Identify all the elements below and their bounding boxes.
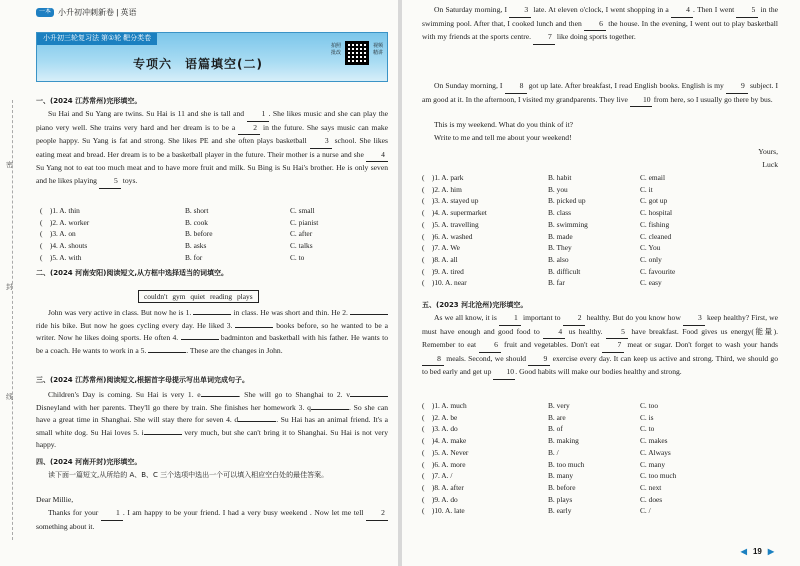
option-row bbox=[422, 482, 730, 494]
question-option-a[interactable]: ( )3. A. stayed up bbox=[422, 196, 479, 206]
numbered-blank: 6 bbox=[584, 18, 606, 32]
option-c[interactable]: C. talks bbox=[290, 241, 313, 251]
answer-blank[interactable] bbox=[193, 314, 231, 315]
numbered-blank: 8 bbox=[422, 353, 444, 367]
section2-passage bbox=[36, 307, 388, 357]
option-row bbox=[422, 470, 730, 482]
question-option-a[interactable]: ( )4. A. shouts bbox=[40, 241, 88, 251]
option-row bbox=[422, 254, 730, 266]
text-segment: subject. I am good at it. In the afternoon, I visited my grandparents. They live bbox=[422, 81, 778, 104]
text-segment: As we all know, it is bbox=[434, 313, 499, 322]
text-segment: keep healthy? First, we must have enough and good food to bbox=[422, 313, 778, 336]
qr-code-icon[interactable] bbox=[345, 41, 369, 65]
answer-blank[interactable] bbox=[235, 327, 273, 328]
section5-passage bbox=[422, 312, 778, 380]
option-c[interactable]: C. many bbox=[640, 459, 666, 469]
option-c[interactable]: C. cleaned bbox=[640, 231, 672, 241]
answer-blank[interactable] bbox=[350, 396, 388, 397]
text-segment: school. She likes eating meat and bread. Her dream is to be a basketball player in the future. Their mother is a nurse and she bbox=[36, 136, 388, 159]
option-b[interactable]: B. picked up bbox=[548, 196, 586, 206]
option-row bbox=[422, 447, 730, 459]
question-option-a[interactable]: ( )10. A. late bbox=[422, 506, 465, 516]
question-option-a[interactable]: ( )1. A. park bbox=[422, 173, 464, 182]
option-b[interactable]: B. very bbox=[548, 401, 570, 410]
text-segment: . Su Hai has an animal friend. It's a small white dog. Su Hai loves 5. i bbox=[36, 415, 388, 437]
text-segment: fruit and vegetables. Don't eat bbox=[501, 340, 603, 350]
option-c[interactable]: C. only bbox=[640, 254, 662, 264]
option-b[interactable]: B. They bbox=[548, 243, 572, 253]
numbered-blank: 4 bbox=[366, 149, 388, 163]
text-segment: Su Yang not to eat too much meat and to have more fruit and milk. Su Bing is Su Hai's brother. He is only seven and he likes playing bbox=[36, 163, 388, 185]
option-c[interactable]: C. easy bbox=[640, 278, 662, 288]
question-option-a[interactable]: ( )4. A. supermarket bbox=[422, 208, 487, 218]
answer-blank[interactable] bbox=[238, 421, 276, 422]
letter-signature: Luck bbox=[762, 160, 778, 169]
text-segment: . She likes music and she can play the piano very well. She trains very hard and her dream is to be a bbox=[36, 109, 388, 132]
text-segment: us healthy. bbox=[565, 326, 606, 336]
question-option-a[interactable]: ( )10. A. near bbox=[422, 278, 467, 288]
option-row bbox=[40, 252, 370, 264]
option-row bbox=[422, 494, 730, 506]
question-option-a[interactable]: ( )5. A. with bbox=[40, 252, 82, 262]
option-row bbox=[422, 184, 730, 196]
option-c[interactable]: C. You bbox=[640, 243, 661, 253]
section3-heading: 三、(2024 江苏常州)阅读短文,根据首字母提示写出单词完成句子。 bbox=[36, 376, 249, 384]
question-option-a[interactable]: ( )9. A. do bbox=[422, 494, 458, 504]
numbered-blank: 9 bbox=[726, 80, 748, 94]
option-c[interactable]: C. got up bbox=[640, 196, 668, 206]
text-segment: meals. Second, we should bbox=[444, 353, 529, 363]
option-c[interactable]: C. hospital bbox=[640, 208, 673, 218]
option-row bbox=[422, 412, 730, 424]
numbered-blank: 3 bbox=[509, 4, 531, 18]
option-b[interactable]: B. before bbox=[185, 229, 213, 239]
numbered-blank: 5 bbox=[99, 175, 121, 189]
option-b[interactable]: B. class bbox=[548, 208, 571, 218]
option-c[interactable]: C. pianist bbox=[290, 217, 319, 227]
text-segment: important to bbox=[520, 313, 563, 322]
page-title: 专项六 语篇填空(二) bbox=[133, 57, 263, 71]
option-c[interactable]: C. too bbox=[640, 401, 659, 410]
answer-blank[interactable] bbox=[350, 314, 388, 315]
option-row bbox=[422, 195, 730, 207]
numbered-blank: 5 bbox=[606, 326, 628, 340]
option-b[interactable]: B. cook bbox=[185, 217, 208, 227]
text-segment: exercise every day. It can keep us active and strong. Third, we should go to bed early and get up bbox=[422, 353, 778, 377]
answer-blank[interactable] bbox=[201, 396, 239, 397]
text-segment: . She will go to Shanghai to 2. v bbox=[238, 390, 351, 399]
option-c[interactable]: C. to bbox=[290, 252, 305, 262]
banner-subtitle: 小升初三轮复习法 第①轮 靶分类卷 bbox=[37, 33, 157, 45]
option-b[interactable]: B. swimming bbox=[548, 219, 588, 229]
option-b[interactable]: B. difficult bbox=[548, 266, 581, 276]
numbered-blank: 2 bbox=[563, 312, 585, 326]
side-mark: 封 bbox=[6, 283, 13, 291]
option-b[interactable]: B. for bbox=[185, 252, 203, 262]
text-segment: ride his bike. But now he goes cycling every day. He liked 3. bbox=[36, 320, 236, 330]
right-page bbox=[402, 0, 800, 566]
numbered-blank: 3 bbox=[683, 312, 705, 326]
option-row bbox=[422, 242, 730, 254]
option-b[interactable]: B. you bbox=[548, 184, 568, 194]
letter-paragraph-5: Write to me and tell me about your weekend! bbox=[434, 133, 572, 142]
text-segment: in the swimming pool. After that, I cooked lunch and then bbox=[422, 5, 779, 28]
option-row bbox=[40, 240, 370, 252]
letter-greeting: Dear Millie, bbox=[36, 495, 74, 504]
text-segment: from here, so I usually go there by bus. bbox=[651, 94, 773, 104]
text-segment: the house. In the evening, I went out to play basketball with my friends at the sports centre. bbox=[422, 18, 779, 42]
option-row bbox=[422, 266, 730, 278]
option-row bbox=[40, 228, 370, 240]
option-c[interactable]: C. favourite bbox=[640, 266, 676, 276]
answer-blank[interactable] bbox=[311, 409, 349, 410]
option-b[interactable]: B. early bbox=[548, 506, 572, 516]
option-b[interactable]: B. made bbox=[548, 231, 573, 241]
option-b[interactable]: B. habit bbox=[548, 173, 572, 182]
option-c[interactable]: C. after bbox=[290, 229, 313, 239]
question-option-a[interactable]: ( )6. A. more bbox=[422, 459, 466, 469]
option-b[interactable]: B. plays bbox=[548, 494, 573, 504]
option-b[interactable]: B. many bbox=[548, 471, 574, 481]
section4-options bbox=[422, 172, 730, 289]
option-row bbox=[422, 207, 730, 219]
text-segment: got up late. After breakfast, I read English books. English is my bbox=[526, 81, 726, 90]
option-c[interactable]: C. does bbox=[640, 494, 663, 504]
option-b[interactable]: B. also bbox=[548, 254, 569, 264]
numbered-blank: 7 bbox=[602, 339, 624, 353]
text-segment: Children's Day is coming. Su Hai is very 1. e bbox=[48, 390, 201, 399]
option-row bbox=[422, 172, 730, 184]
numbered-blank: 1 bbox=[499, 312, 521, 326]
section1-heading: 一、(2024 江苏常州)完形填空。 bbox=[36, 97, 142, 105]
option-row bbox=[422, 505, 730, 517]
text-segment: have breakfast. Food gives us energy(能量). Remember to eat bbox=[422, 326, 778, 350]
section1-options bbox=[40, 205, 370, 264]
text-segment: . I am happy to be your friend. I had a very busy weekend . Now let me tell bbox=[122, 508, 366, 517]
side-mark: 密 bbox=[6, 161, 13, 169]
text-segment: in the future. She says music can make people happy. Su Yang is fat and strong. She likes PE and she often plays basketball bbox=[36, 122, 388, 146]
question-option-a[interactable]: ( )3. A. do bbox=[422, 424, 458, 434]
question-option-a[interactable]: ( )2. A. him bbox=[422, 184, 462, 194]
numbered-blank: 6 bbox=[479, 339, 501, 353]
option-b[interactable]: B. / bbox=[548, 447, 559, 457]
numbered-blank: 8 bbox=[505, 80, 527, 94]
side-mark: 线 bbox=[6, 393, 13, 401]
text-segment: . So she can have a great time in Shanghai. She will stay there for seven 4. d bbox=[36, 402, 388, 425]
logo: 一本 bbox=[36, 8, 54, 17]
letter-paragraph-2 bbox=[422, 4, 778, 45]
text-segment: very much, but she can't bring it to Shanghai. Su Hai is not very happy. bbox=[36, 427, 388, 450]
option-c[interactable]: C. it bbox=[640, 184, 653, 194]
option-row bbox=[422, 219, 730, 231]
numbered-blank: 9 bbox=[528, 353, 550, 367]
option-b[interactable]: B. too much bbox=[548, 459, 585, 469]
option-row bbox=[422, 423, 730, 435]
text-segment: toys. bbox=[120, 175, 138, 185]
section5-heading: 五、(2023 河北沧州)完形填空。 bbox=[422, 301, 528, 309]
answer-blank[interactable] bbox=[144, 434, 182, 435]
option-row bbox=[422, 277, 730, 289]
numbered-blank: 3 bbox=[310, 135, 332, 149]
numbered-blank: 1 bbox=[247, 108, 269, 122]
text-segment: badminton and basketball with his father. He wants to be a coach. He wants to work in a 5. bbox=[36, 333, 388, 355]
section5-options bbox=[422, 400, 730, 517]
answer-blank[interactable] bbox=[148, 352, 186, 353]
page-number bbox=[741, 547, 774, 556]
numbered-blank: 10 bbox=[493, 366, 515, 380]
letter-paragraph-4: This is my weekend. What do you think of it? bbox=[434, 120, 574, 129]
option-row bbox=[40, 217, 370, 229]
option-row bbox=[422, 435, 730, 447]
question-option-a[interactable]: ( )9. A. tired bbox=[422, 266, 464, 276]
option-b[interactable]: B. are bbox=[548, 412, 566, 422]
question-option-a[interactable]: ( )6. A. washed bbox=[422, 231, 473, 241]
section2-heading: 二、(2024 河南安阳)阅读短文,从方框中选择适当的词填空。 bbox=[36, 269, 228, 277]
question-option-a[interactable]: ( )1. A. thin bbox=[40, 206, 80, 215]
option-b[interactable]: B. short bbox=[185, 206, 209, 215]
option-c[interactable]: C. fishing bbox=[640, 219, 670, 229]
text-segment: like doing sports together. bbox=[554, 32, 636, 42]
question-option-a[interactable]: ( )4. A. make bbox=[422, 436, 467, 446]
next-page-icon[interactable]: ▶ bbox=[767, 547, 774, 556]
letter-paragraph-3 bbox=[422, 80, 778, 107]
option-c[interactable]: C. to bbox=[640, 424, 655, 434]
numbered-blank: 7 bbox=[533, 31, 555, 45]
header bbox=[36, 7, 137, 18]
option-b[interactable]: B. of bbox=[548, 424, 563, 434]
numbered-blank: 2 bbox=[238, 122, 260, 136]
numbered-blank: 10 bbox=[630, 94, 652, 108]
section4-heading: 四、(2024 河南开封)完形填空。 bbox=[36, 458, 142, 466]
question-option-a[interactable]: ( )5. A. Never bbox=[422, 447, 469, 457]
text-segment: meat or sugar. Don't forget to wash your hands bbox=[624, 340, 778, 350]
option-c[interactable]: C. email bbox=[640, 173, 666, 182]
numbered-blank: 4 bbox=[543, 326, 565, 340]
prev-page-icon[interactable]: ◀ bbox=[740, 547, 747, 556]
word-box: couldn't gym quiet reading plays bbox=[138, 290, 259, 303]
text-segment: . Then I went bbox=[692, 5, 737, 14]
text-segment: something about it. bbox=[36, 521, 95, 531]
title-banner bbox=[36, 32, 388, 82]
question-option-a[interactable]: ( )8. A. after bbox=[422, 482, 464, 492]
option-c[interactable]: C. Always bbox=[640, 447, 671, 457]
option-c[interactable]: C. makes bbox=[640, 436, 668, 446]
text-segment: On Sunday morning, I bbox=[434, 81, 505, 90]
option-c[interactable]: C. is bbox=[640, 412, 654, 422]
section1-passage bbox=[36, 108, 388, 189]
letter-paragraph-1 bbox=[36, 507, 388, 533]
option-c[interactable]: C. too much bbox=[640, 471, 677, 481]
answer-blank[interactable] bbox=[181, 339, 219, 340]
question-option-a[interactable]: ( )7. A. / bbox=[422, 471, 453, 481]
question-option-a[interactable]: ( )5. A. travelling bbox=[422, 219, 479, 229]
qr-label-left: 拍照批改 bbox=[331, 43, 342, 56]
question-option-a[interactable]: ( )2. A. be bbox=[422, 412, 458, 422]
text-segment: Disneyland with her parents. They'll go there by train. She finishes her homework 3. q bbox=[36, 402, 311, 412]
section4-instruction: 读下面一篇短文,从所给的 A、B、C 三个选项中选出一个可以填入相应空白处的最佳答案。 bbox=[48, 471, 329, 479]
option-row bbox=[422, 231, 730, 243]
option-c[interactable]: C. next bbox=[640, 482, 662, 492]
text-segment: healthy. But do you know how bbox=[584, 313, 683, 322]
option-c[interactable]: C. small bbox=[290, 206, 315, 215]
section3-passage bbox=[36, 389, 388, 452]
option-b[interactable]: B. far bbox=[548, 278, 565, 288]
question-option-a[interactable]: ( )1. A. much bbox=[422, 401, 467, 410]
qr-label-right: 视频精讲 bbox=[373, 43, 384, 56]
question-option-a[interactable]: ( )3. A. on bbox=[40, 229, 76, 239]
question-option-a[interactable]: ( )7. A. We bbox=[422, 243, 460, 253]
option-row bbox=[40, 205, 370, 217]
option-b[interactable]: B. before bbox=[548, 482, 576, 492]
question-option-a[interactable]: ( )8. A. all bbox=[422, 254, 458, 264]
text-segment: On Saturday morning, I bbox=[434, 5, 510, 14]
text-segment: Thanks for your bbox=[48, 508, 101, 517]
option-b[interactable]: B. making bbox=[548, 436, 579, 446]
text-segment: . These are the changes in John. bbox=[186, 345, 283, 355]
left-page bbox=[0, 0, 398, 566]
text-segment: Su Hai and Su Yang are twins. Su Hai is 11 and she is tall and bbox=[48, 109, 247, 118]
text-segment: . Good habits will make our bodies healthy and strong. bbox=[515, 367, 682, 377]
option-row bbox=[422, 459, 730, 471]
letter-closing: Yours, bbox=[758, 147, 778, 156]
text-segment: John was very active in class. But now he is 1. bbox=[48, 308, 194, 317]
option-c[interactable]: C. / bbox=[640, 506, 651, 516]
numbered-blank: 2 bbox=[366, 507, 388, 521]
numbered-blank: 5 bbox=[736, 4, 758, 18]
numbered-blank: 1 bbox=[101, 507, 123, 521]
option-row bbox=[422, 400, 730, 412]
option-b[interactable]: B. asks bbox=[185, 241, 207, 251]
numbered-blank: 4 bbox=[671, 4, 693, 18]
text-segment: books before, so he wanted to be a writer. Now he likes doing sports. He often 4. bbox=[36, 320, 388, 343]
header-title: 小升初冲刺新卷 | 英语 bbox=[58, 8, 137, 17]
text-segment: late. At eleven o'clock, I went shopping in a bbox=[531, 5, 671, 14]
page-number-value: 19 bbox=[752, 547, 762, 556]
text-segment: in class. He was short and thin. He 2. bbox=[231, 308, 350, 317]
question-option-a[interactable]: ( )2. A. worker bbox=[40, 217, 90, 227]
